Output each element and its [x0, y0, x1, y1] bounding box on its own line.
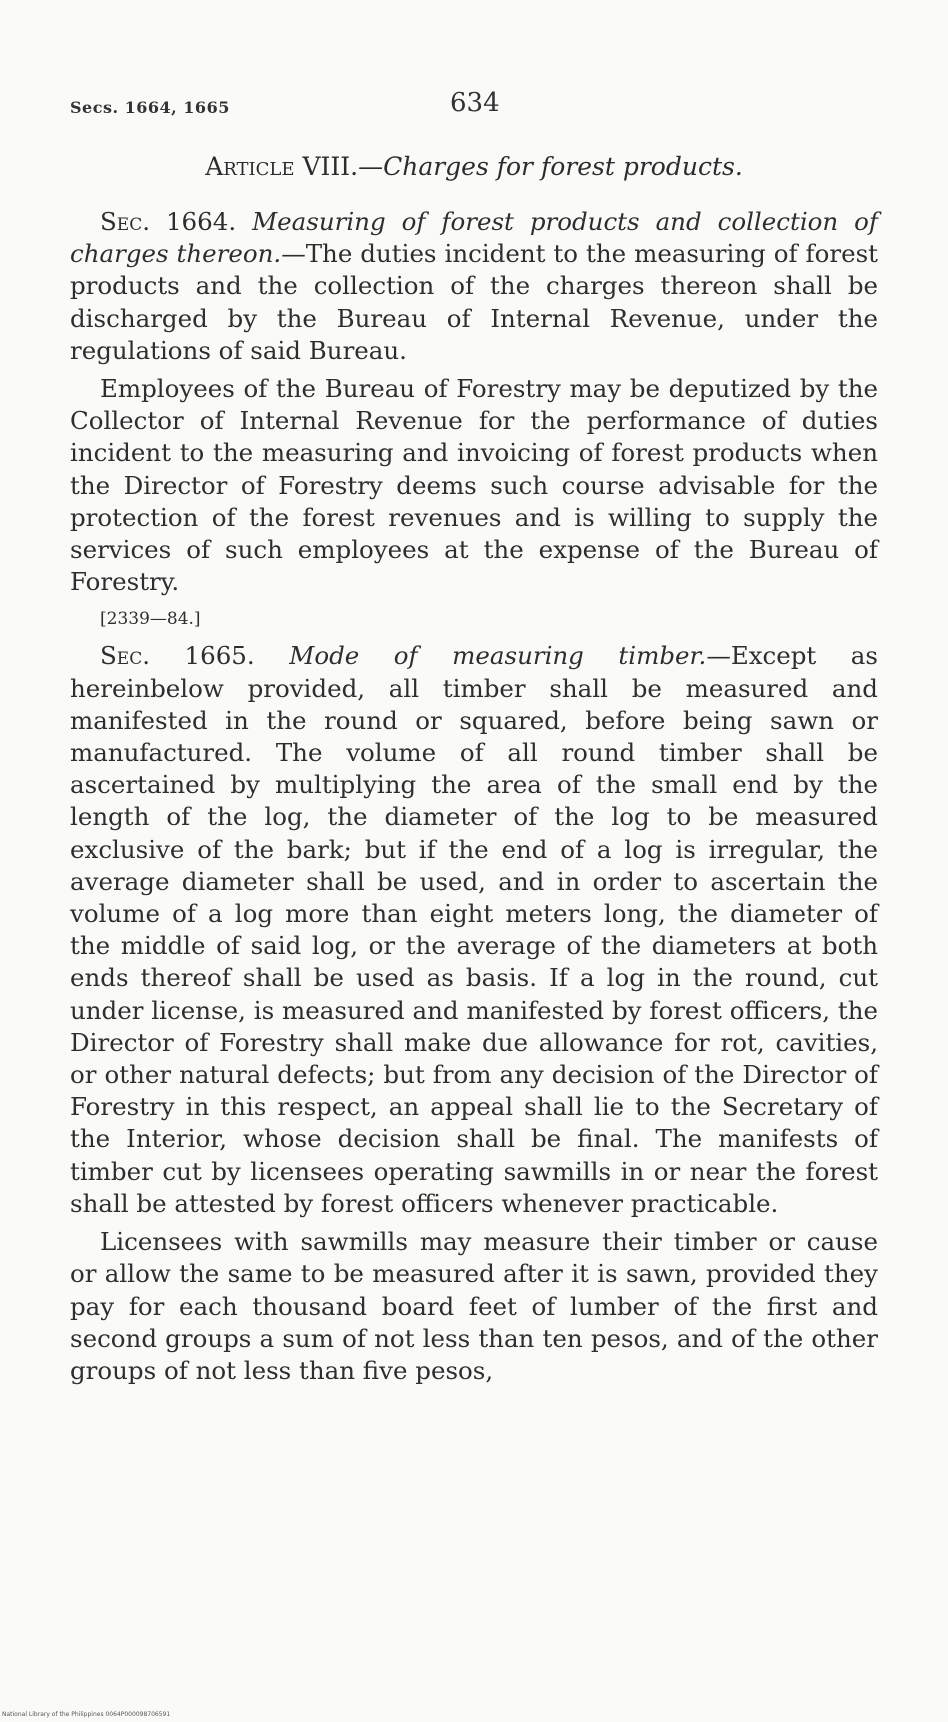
- section-1664-paragraph-1: [70, 206, 878, 367]
- section-1664-text-1: —The duties incident to the measuring of forest products and the collection of the charges thereon shall be discharged by the Bureau of Internal Revenue, under the regulations of said Bureau.: [70, 239, 879, 365]
- body-text: [70, 206, 878, 1393]
- section-1665-paragraph-2: Licensees with sawmills may measure their timber or cause or allow the same to be measured after it is sawn, provided they pay for each thousand board feet of lumber of the first and second groups a sum of not less than ten pesos, and of the other groups of not less than five pesos,: [70, 1227, 878, 1385]
- article-heading: [0, 152, 948, 181]
- section-1664-citation: [2339—84.]: [100, 609, 201, 630]
- section-1665-text-1: —Except as hereinbelow provided, all timber shall be measured and manifested in the round or squared, before being sawn or manufactured. The volume of all round timber shall be ascertained by multiplying the area of the small end by the length of the log, the diameter of the log to be measured exclusive of the bark; but if the end of a log is irregular, the average diameter shall be used, and in order to ascertain the volume of a log more than eight meters long, the diameter of the middle of said log, or the average of the diameters at both ends thereof shall be used as basis. If a log in the round, cut under license, is measured and manifested by forest officers, the Director of Forestry shall make due allowance for rot, cavities, or other natural defects; but from any decision of the Director of Forestry in this respect, an appeal shall lie to the Secretary of the Interior, whose decision shall be final. The manifests of timber cut by licensees operating sawmills in or near the forest shall be attested by forest officers whenever practicable.: [70, 641, 878, 1218]
- section-1665-label: Sec. 1665.: [100, 641, 255, 671]
- article-description: —Charges for forest products.: [358, 152, 743, 181]
- sections-reference: Secs. 1664, 1665: [70, 98, 230, 117]
- section-1664-paragraph-2: Employees of the Bureau of Forestry may be deputized by the Collector of Internal Revenue for the performance of duties incident to the measuring and invoicing of forest products when the Director of Forestry deems such course advisable for the protection of the forest revenues and is willing to supply the services of such employees at the expense of the Bureau of Forestry.: [70, 374, 878, 597]
- section-1665-title: Mode of measuring timber.: [289, 641, 707, 671]
- section-1664-label: Sec. 1664.: [100, 207, 237, 236]
- page-number: 634: [450, 88, 500, 118]
- page-header: [70, 88, 890, 128]
- section-1665-paragraph-1: [70, 640, 878, 1220]
- section-1664-title: Measuring of forest products and collection of charges thereon.: [70, 207, 878, 269]
- archive-footer-note: National Library of the Philippines 0064P000098706591: [2, 1711, 171, 1718]
- article-label: Article VIII.: [205, 152, 359, 181]
